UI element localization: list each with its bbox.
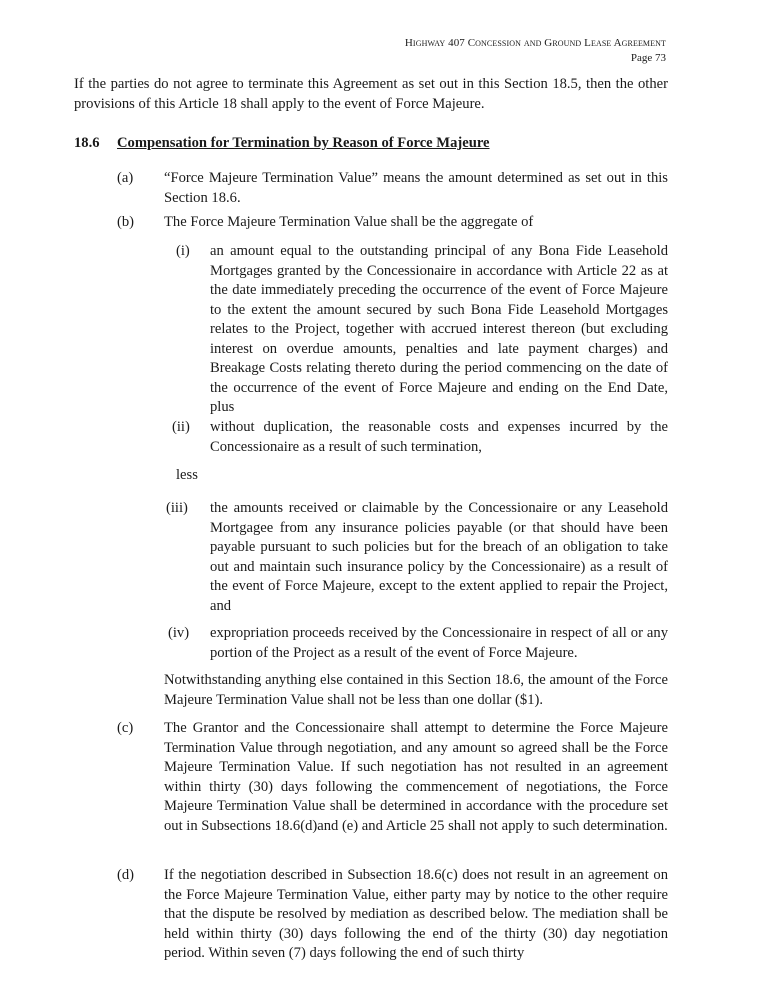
clause-b-i-label: (i) [176,243,190,259]
clause-b-iv-label: (iv) [168,625,190,641]
clause-b-text: The Force Majeure Termination Value shall be the aggregate of [164,214,534,230]
clause-c-label: (c) [117,720,134,736]
notwithstanding-paragraph: Notwithstanding anything else contained in this Section 18.6, the amount of the Force Majeure Termination Value shall not be less than one dollar ($1). [164,672,668,708]
clause-b-ii-text: without duplication, the reasonable costs and expenses incurred by the Concessionaire as a result of such termination, [210,419,668,455]
clause-d-text: If the negotiation described in Subsection 18.6(c) does not result in an agreement on the Force Majeure Termination Value, either party may by notice to the other require that the dispute be resolved by mediation as described below. The mediation shall be held within thirty (30) days following the end of the thirty (30) day negotiation period. Within seven (7) days following the end of such thirty [164,867,668,961]
clause-a-text: “Force Majeure Termination Value” means the amount determined as set out in this Section 18.6. [164,170,668,206]
clause-a-label: (a) [117,170,134,186]
clause-b-iii-text: the amounts received or claimable by the Concessionaire or any Leasehold Mortgagee from any insurance policies payable (or that should have been payable pursuant to such policies but for the breach of an obligation to take out and maintain such insurance policy by the Concessionaire) as a result of the event of Force Majeure, except to the extent applied to repair the Project, and [210,500,668,614]
clause-b-label: (b) [117,214,135,230]
clause-d-label: (d) [117,867,135,883]
intro-paragraph: If the parties do not agree to terminate this Agreement as set out in this Section 18.5, then the other provisions of this Article 18 shall apply to the event of Force Majeure. [74,76,668,112]
clause-b-iv-text: expropriation proceeds received by the Concessionaire in respect of all or any portion of the Project as a result of the event of Force Majeure. [210,625,668,661]
less-text: less [176,467,198,483]
page-header [405,36,666,66]
header-title: Highway 407 Concession and Ground Lease Agreement [404,37,666,49]
clause-b-i-text: an amount equal to the outstanding principal of any Bona Fide Leasehold Mortgages granted by the Concessionaire in accordance with Article 22 as at the date immediately preceding the occurrence of the event of Force Majeure to the extent the amount secured by such Bona Fide Leasehold Mortgages relates to the Project, together with accrued interest thereon (but excluding interest on overdue amounts, penalties and late payment charges) and Breakage Costs relating thereto during the period commencing on the date of the occurrence of the event of Force Majeure and ending on the End Date, plus [210,243,668,415]
section-number: 18.6 [74,135,100,151]
page-number: Page 73 [630,52,666,64]
clause-b-iii-label: (iii) [166,500,188,516]
clause-b-ii-label: (ii) [172,419,190,435]
section-title: Compensation for Termination by Reason of Force Majeure [117,135,490,151]
clause-c-text: The Grantor and the Concessionaire shall attempt to determine the Force Majeure Termination Value through negotiation, and any amount so agreed shall be the Force Majeure Termination Value. If such negotiation has not resulted in an agreement within thirty (30) days following the commencement of negotiations, the Force Majeure Termination Value shall be determined in accordance with the procedure set out in Subsections 18.6(d)and (e) and Article 25 shall not apply to such determination. [164,720,668,834]
